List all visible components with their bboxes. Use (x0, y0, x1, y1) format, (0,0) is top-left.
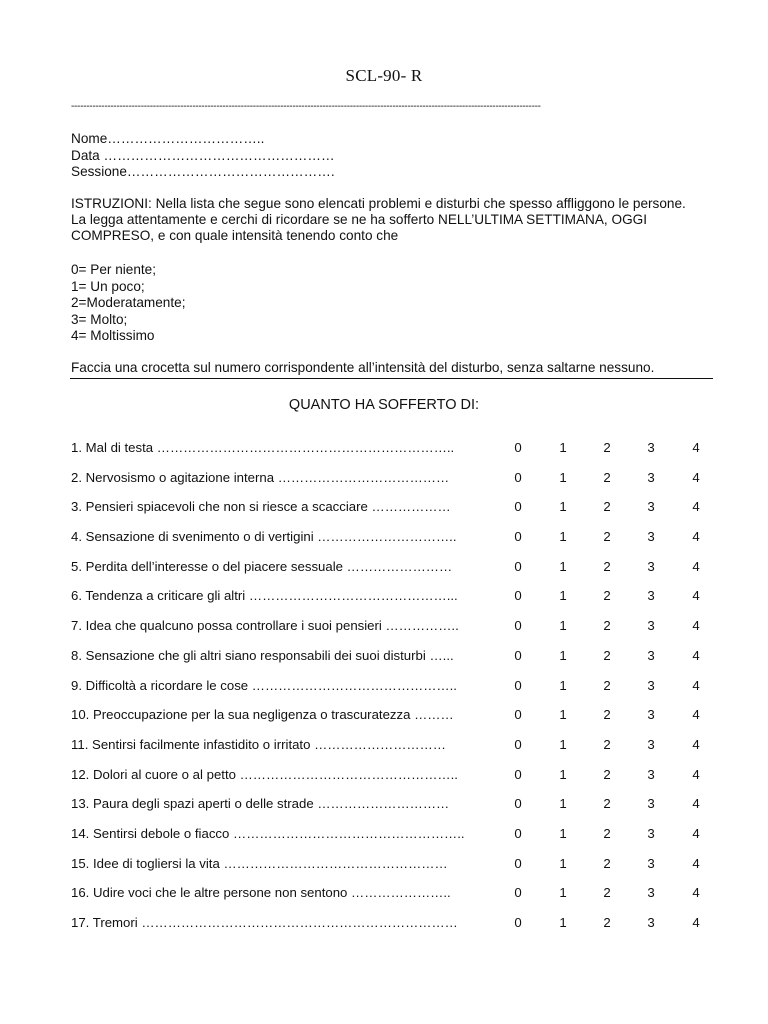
questionnaire-item (71, 915, 731, 945)
rating-option-2[interactable]: 2 (603, 766, 611, 782)
rating-option-0[interactable]: 0 (514, 796, 522, 812)
horizontal-divider (70, 378, 713, 379)
rating-option-0[interactable]: 0 (514, 499, 522, 515)
rating-option-3[interactable]: 3 (647, 469, 655, 485)
rating-option-0[interactable]: 0 (514, 825, 522, 841)
rating-option-3[interactable]: 3 (647, 558, 655, 574)
item-text: 6. Tendenza a criticare gli altri ………………………………………... (71, 588, 458, 604)
dashed-separator: ----------------------------------------------------------------------------------------------------------------------------------------------------------- (71, 101, 541, 112)
item-text: 1. Mal di testa ………………………………………………………….. (71, 440, 455, 455)
rating-option-0[interactable]: 0 (514, 855, 522, 871)
item-text: 4. Sensazione di svenimento o di vertigini ………………………….. (71, 529, 457, 545)
rating-option-2[interactable]: 2 (603, 915, 611, 930)
rating-option-1[interactable]: 1 (559, 469, 567, 485)
rating-option-1[interactable]: 1 (559, 588, 567, 604)
rating-option-2[interactable]: 2 (603, 647, 611, 663)
item-text: 7. Idea che qualcuno possa controllare i suoi pensieri …………….. (71, 618, 459, 634)
rating-option-4[interactable]: 4 (692, 796, 700, 812)
instructions-line: ISTRUZIONI: Nella lista che segue sono elencati problemi e disturbi che spesso affliggono le persone. (71, 196, 686, 211)
questionnaire-item (71, 796, 731, 826)
rating-option-2[interactable]: 2 (603, 529, 611, 545)
rating-option-0[interactable]: 0 (514, 766, 522, 782)
rating-option-4[interactable]: 4 (692, 915, 700, 930)
rating-option-1[interactable]: 1 (559, 796, 567, 812)
rating-option-4[interactable]: 4 (692, 736, 700, 752)
rating-option-4[interactable]: 4 (692, 558, 700, 574)
rating-option-1[interactable]: 1 (559, 529, 567, 545)
rating-option-4[interactable]: 4 (692, 618, 700, 634)
rating-option-2[interactable]: 2 (603, 855, 611, 871)
questionnaire-item (71, 737, 731, 767)
scale-entry: 2=Moderatamente; (71, 295, 186, 310)
rating-option-3[interactable]: 3 (647, 796, 655, 812)
item-text: 8. Sensazione che gli altri siano responsabili dei suoi disturbi …... (71, 647, 454, 663)
rating-option-0[interactable]: 0 (514, 558, 522, 574)
rating-option-0[interactable]: 0 (514, 677, 522, 693)
item-text: 2. Nervosismo o agitazione interna ………………………………… (71, 469, 450, 485)
rating-option-0[interactable]: 0 (514, 529, 522, 545)
questionnaire-item (71, 885, 731, 915)
rating-option-0[interactable]: 0 (514, 440, 522, 455)
rating-option-4[interactable]: 4 (692, 529, 700, 545)
item-text: 13. Paura degli spazi aperti o delle strade ………………………… (71, 796, 450, 812)
questionnaire-item (71, 707, 731, 737)
rating-option-1[interactable]: 1 (559, 558, 567, 574)
rating-option-0[interactable]: 0 (514, 588, 522, 604)
rating-option-4[interactable]: 4 (692, 469, 700, 485)
rating-option-3[interactable]: 3 (647, 707, 655, 723)
instructions-line: COMPRESO, e con quale intensità tenendo conto che (71, 228, 399, 243)
name-field: Nome…………………………….. (71, 131, 265, 146)
rating-option-2[interactable]: 2 (603, 677, 611, 693)
rating-option-2[interactable]: 2 (603, 796, 611, 812)
rating-option-3[interactable]: 3 (647, 529, 655, 545)
rating-option-1[interactable]: 1 (559, 885, 567, 901)
questionnaire-item (71, 826, 731, 856)
questionnaire-item (71, 767, 731, 797)
rating-option-2[interactable]: 2 (603, 825, 611, 841)
rating-option-1[interactable]: 1 (559, 707, 567, 723)
rating-option-1[interactable]: 1 (559, 736, 567, 752)
rating-option-2[interactable]: 2 (603, 440, 611, 455)
rating-option-4[interactable]: 4 (692, 588, 700, 604)
questionnaire-item (71, 648, 731, 678)
scale-entry: 3= Molto; (71, 311, 128, 327)
section-title: QUANTO HA SOFFERTO DI: (288, 397, 480, 413)
rating-option-4[interactable]: 4 (692, 707, 700, 723)
questionnaire-item (71, 588, 731, 618)
questionnaire-item (71, 856, 731, 886)
rating-option-3[interactable]: 3 (647, 588, 655, 604)
rating-option-2[interactable]: 2 (603, 736, 611, 752)
rating-option-4[interactable]: 4 (692, 766, 700, 782)
rating-option-2[interactable]: 2 (603, 499, 611, 515)
instructions-block (71, 196, 711, 244)
questionnaire-item (71, 618, 731, 648)
item-text: 3. Pensieri spiacevoli che non si riesce a scacciare ……………… (71, 499, 451, 515)
rating-option-1[interactable]: 1 (559, 618, 567, 634)
questionnaire-item (71, 529, 731, 559)
scale-entry: 0= Per niente; (71, 262, 157, 277)
rating-option-2[interactable]: 2 (603, 885, 611, 901)
rating-option-0[interactable]: 0 (514, 915, 522, 930)
rating-option-0[interactable]: 0 (514, 469, 522, 485)
rating-scale-legend (71, 262, 186, 345)
rating-option-4[interactable]: 4 (692, 885, 700, 901)
rating-option-3[interactable]: 3 (647, 885, 655, 901)
instructions-line: La legga attentamente e cerchi di ricordare se ne ha sofferto NELL’ULTIMA SETTIMANA, OGGI (71, 212, 647, 227)
item-text: 9. Difficoltà a ricordare le cose ……………………………………….. (71, 677, 457, 693)
rating-option-2[interactable]: 2 (603, 707, 611, 723)
rating-option-3[interactable]: 3 (647, 618, 655, 634)
rating-option-2[interactable]: 2 (603, 469, 611, 485)
item-text: 10. Preoccupazione per la sua negligenza o trascuratezza ……… (71, 707, 454, 723)
rating-option-1[interactable]: 1 (559, 825, 567, 841)
rating-option-2[interactable]: 2 (603, 558, 611, 574)
item-text: 16. Udire voci che le altre persone non sentono ………………….. (71, 885, 451, 901)
item-text: 12. Dolori al cuore o al petto ………………………………………….. (71, 766, 458, 782)
questionnaire-item (71, 678, 731, 708)
rating-option-1[interactable]: 1 (559, 855, 567, 871)
rating-option-4[interactable]: 4 (692, 677, 700, 693)
item-text: 11. Sentirsi facilmente infastidito o irritato ………………………… (71, 736, 446, 752)
questionnaire-items (71, 440, 731, 945)
rating-option-2[interactable]: 2 (603, 588, 611, 604)
rating-option-3[interactable]: 3 (647, 647, 655, 663)
rating-option-0[interactable]: 0 (514, 647, 522, 663)
rating-option-3[interactable]: 3 (647, 440, 655, 455)
rating-option-4[interactable]: 4 (692, 499, 700, 515)
questionnaire-item (71, 440, 731, 470)
item-text: 14. Sentirsi debole o fiacco …………………………………………….. (71, 825, 465, 841)
questionnaire-item (71, 499, 731, 529)
rating-option-3[interactable]: 3 (647, 677, 655, 693)
rating-option-1[interactable]: 1 (559, 647, 567, 663)
scale-entry: 4= Moltissimo (71, 328, 155, 343)
rating-option-3[interactable]: 3 (647, 736, 655, 752)
session-field: Sessione………………………………………. (71, 164, 335, 179)
rating-option-4[interactable]: 4 (692, 440, 700, 455)
rating-option-3[interactable]: 3 (647, 915, 655, 930)
item-text: 5. Perdita dell’interesse o del piacere sessuale …………………… (71, 558, 453, 574)
rating-option-4[interactable]: 4 (692, 647, 700, 663)
questionnaire-item (71, 470, 731, 500)
item-text: 15. Idee di togliersi la vita …………………………………………… (71, 855, 448, 871)
rating-option-3[interactable]: 3 (647, 825, 655, 841)
rating-option-3[interactable]: 3 (647, 766, 655, 782)
rating-option-0[interactable]: 0 (514, 707, 522, 723)
rating-option-4[interactable]: 4 (692, 825, 700, 841)
rating-option-3[interactable]: 3 (647, 855, 655, 871)
scale-entry: 1= Un poco; (71, 278, 145, 294)
rating-option-1[interactable]: 1 (559, 440, 567, 455)
item-text: 17. Tremori ……………………………………………………………… (71, 915, 458, 930)
date-field: Data …………………………………………… (71, 148, 335, 163)
rating-option-3[interactable]: 3 (647, 499, 655, 515)
rating-option-1[interactable]: 1 (559, 915, 567, 930)
document-title: SCL-90- R (345, 66, 423, 85)
rating-option-0[interactable]: 0 (514, 736, 522, 752)
rating-option-2[interactable]: 2 (603, 618, 611, 634)
rating-option-1[interactable]: 1 (559, 499, 567, 515)
questionnaire-item (71, 559, 731, 589)
rating-option-0[interactable]: 0 (514, 885, 522, 901)
rating-option-0[interactable]: 0 (514, 618, 522, 634)
rating-option-4[interactable]: 4 (692, 855, 700, 871)
marking-instruction: Faccia una crocetta sul numero corrispondente all’intensità del disturbo, senza saltarne nessuno. (71, 360, 655, 375)
rating-option-1[interactable]: 1 (559, 677, 567, 693)
rating-option-1[interactable]: 1 (559, 766, 567, 782)
